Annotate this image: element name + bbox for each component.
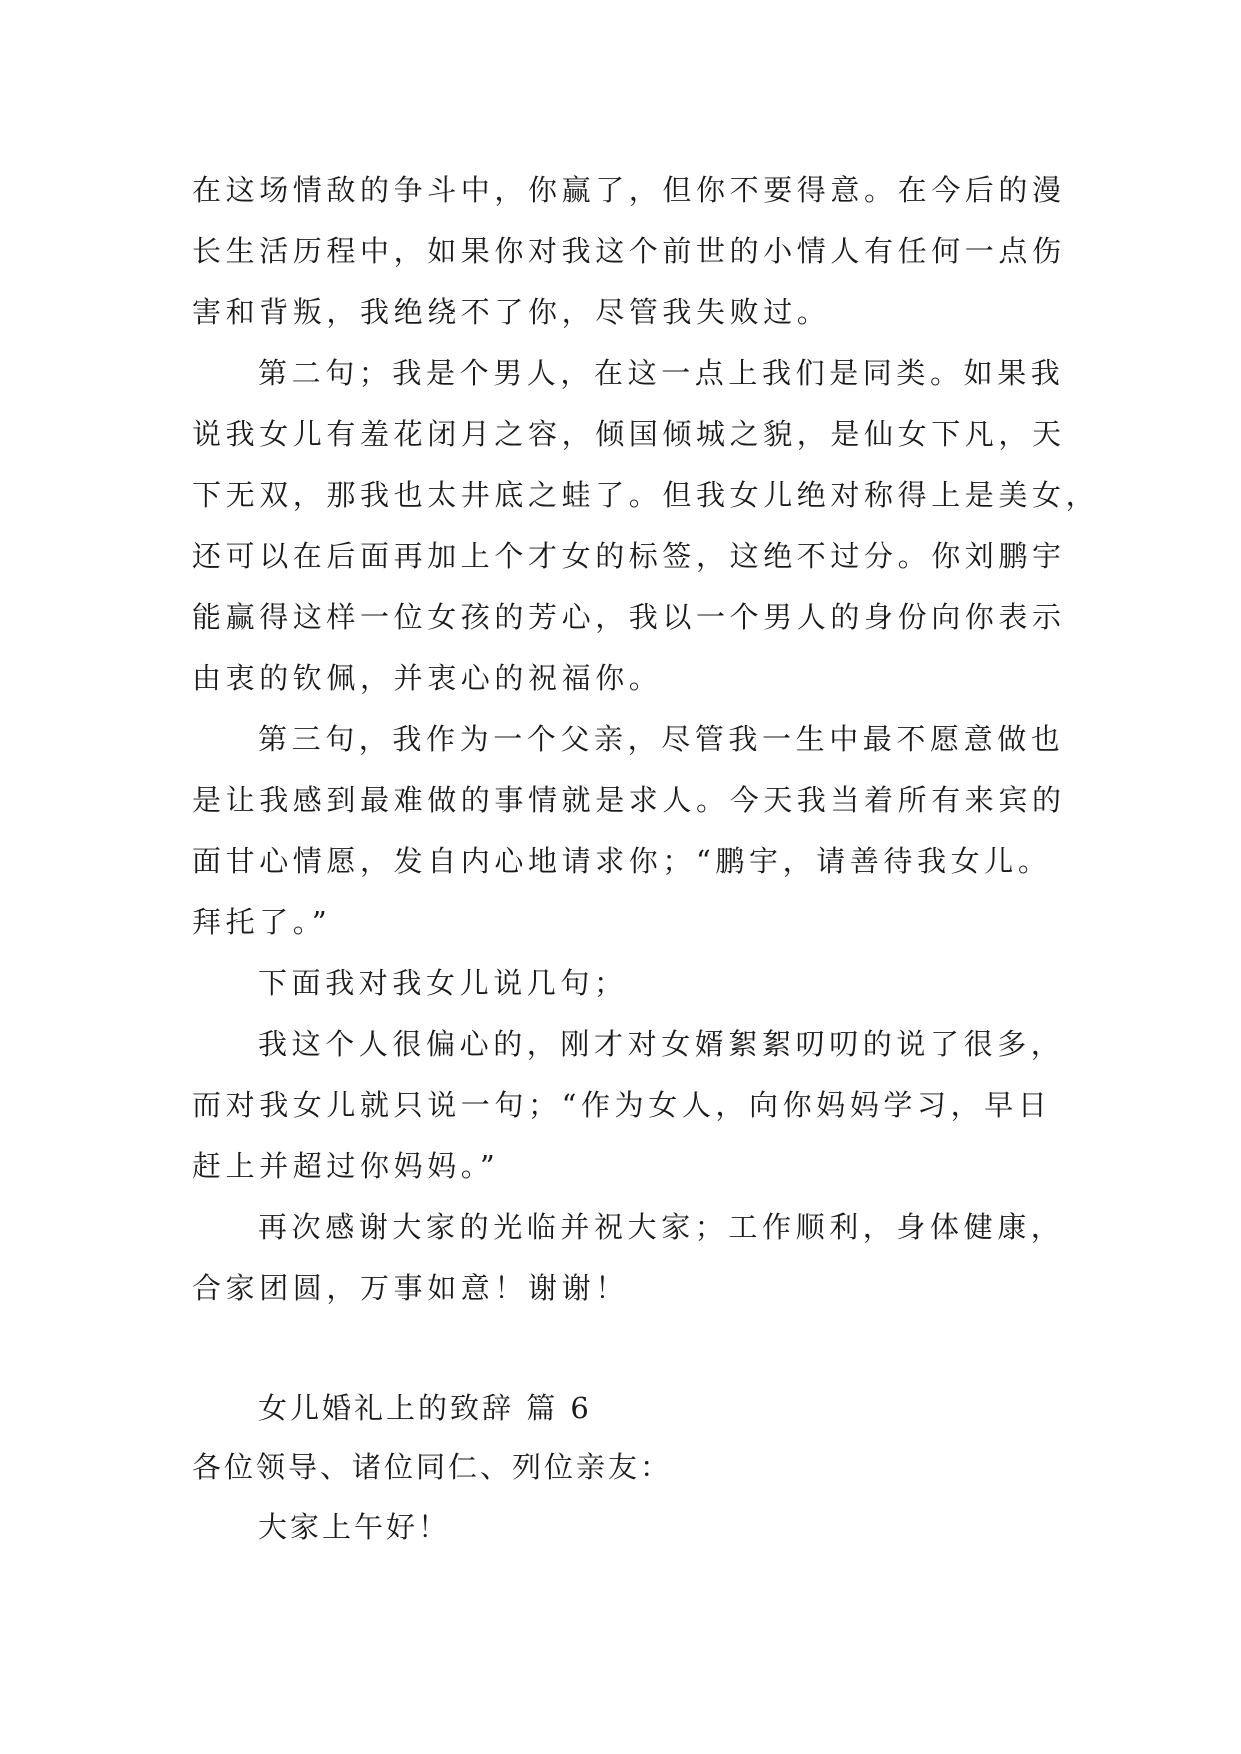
paragraph-line: 合家团圆，万事如意！谢谢！ [192,1271,629,1305]
section-title: 女儿婚礼上的致辞 篇 6 [258,1391,592,1425]
paragraph-line: 下面我对我女儿说几句； [258,966,628,1000]
paragraph-line: 下无双，那我也太井底之蛙了。但我女儿绝对称得上是美女， [192,478,1100,512]
paragraph-line: 是让我感到最难做的事情就是求人。今天我当着所有来宾的 [192,783,1066,817]
salutation: 各位领导、诸位同仁、列位亲友： [192,1450,673,1484]
greeting: 大家上午好！ [258,1510,451,1544]
paragraph-line: 长生活历程中，如果你对我这个前世的小情人有任何一点伤 [192,234,1066,268]
paragraph-line: 再次感谢大家的光临并祝大家；工作顺利，身体健康， [258,1210,1065,1244]
paragraph-line: 第二句；我是个男人，在这一点上我们是同类。如果我 [258,356,1065,390]
paragraph-line: 而对我女儿就只说一句；“作为女人，向你妈妈学习，早日 [192,1088,1052,1122]
paragraph-line: 说我女儿有羞花闭月之容，倾国倾城之貌，是仙女下凡，天 [192,417,1066,451]
section-gap [192,1319,1072,1379]
paragraph-line: 第三句，我作为一个父亲，尽管我一生中最不愿意做也 [258,722,1065,756]
paragraph-line: 能赢得这样一位女孩的芳心，我以一个男人的身份向你表示 [192,600,1066,634]
document-page [192,160,1100,1557]
paragraph-line: 在这场情敌的争斗中，你赢了，但你不要得意。在今后的漫 [192,173,1066,207]
paragraph-line: 我这个人很偏心的，刚才对女婿絮絮叨叨的说了很多， [258,1027,1065,1061]
paragraph-line: 还可以在后面再加上个才女的标签，这绝不过分。你刘鹏宇 [192,539,1066,573]
paragraph-line: 拜托了。” [192,905,332,939]
paragraph-line: 赶上并超过你妈妈。” [192,1149,500,1183]
paragraph-line: 由衷的钦佩，并衷心的祝福你。 [192,661,663,695]
paragraph-line: 面甘心情愿，发自内心地请求你；“鹏宇，请善待我女儿。 [192,844,1052,878]
paragraph-line: 害和背叛，我绝绕不了你，尽管我失败过。 [192,295,831,329]
